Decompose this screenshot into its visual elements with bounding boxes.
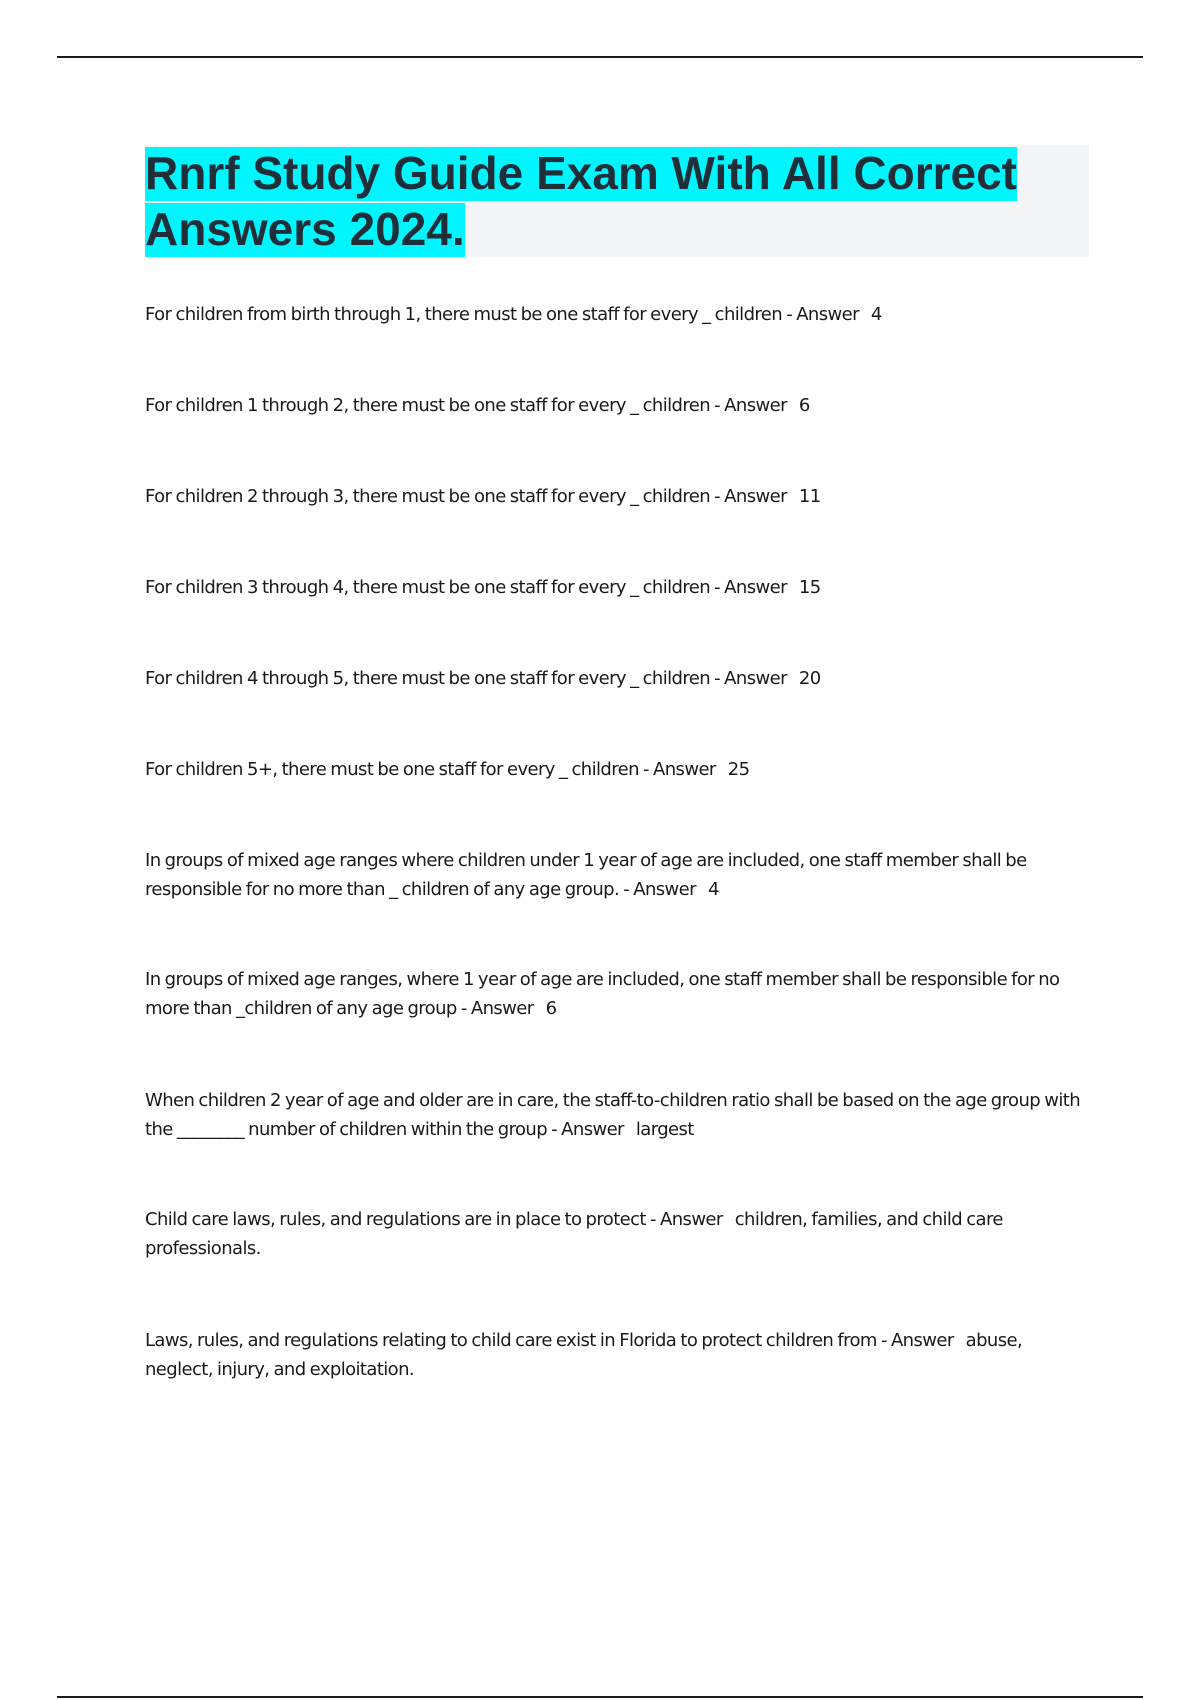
title-highlight: Rnrf Study Guide Exam With All Correct Answers 2024. bbox=[145, 147, 1017, 255]
qa-item bbox=[145, 1326, 1085, 1384]
qa-item bbox=[145, 391, 1085, 420]
question-text: Child care laws, rules, and regulations are in place to protect - Answer bbox=[145, 1209, 723, 1230]
question-text: In groups of mixed age ranges where children under 1 year of age are included, one staff member shall be responsible for no more than _ children of any age group. - Answer bbox=[145, 850, 1027, 900]
qa-item bbox=[145, 300, 1085, 329]
question-text: For children 2 through 3, there must be one staff for every _ children - Answer bbox=[145, 486, 787, 507]
qa-item bbox=[145, 1086, 1085, 1144]
question-text: Laws, rules, and regulations relating to child care exist in Florida to protect children from - Answer bbox=[145, 1330, 954, 1351]
question-text: For children 1 through 2, there must be one staff for every _ children - Answer bbox=[145, 395, 787, 416]
answer-text: 6 bbox=[798, 395, 810, 416]
title-block bbox=[145, 145, 1089, 257]
answer-text: 20 bbox=[798, 668, 821, 689]
answer-text: 6 bbox=[545, 998, 557, 1019]
qa-item bbox=[145, 755, 1085, 784]
question-text: For children from birth through 1, there must be one staff for every _ children - Answer bbox=[145, 304, 859, 325]
question-text: In groups of mixed age ranges, where 1 year of age are included, one staff member shall be responsible for no more than _children of any age group - Answer bbox=[145, 969, 1060, 1019]
qa-item bbox=[145, 965, 1085, 1023]
answer-text: largest bbox=[635, 1119, 694, 1140]
question-text: For children 3 through 4, there must be one staff for every _ children - Answer bbox=[145, 577, 787, 598]
footer-rule bbox=[57, 1696, 1143, 1698]
question-text: For children 5+, there must be one staff for every _ children - Answer bbox=[145, 759, 716, 780]
header-rule bbox=[57, 56, 1143, 58]
qa-item bbox=[145, 482, 1085, 511]
qa-item bbox=[145, 846, 1085, 904]
answer-text: 4 bbox=[707, 879, 719, 900]
page-title bbox=[145, 145, 1089, 257]
qa-item bbox=[145, 664, 1085, 693]
answer-text: children, families, and child care professionals. bbox=[145, 1209, 1003, 1259]
qa-item bbox=[145, 573, 1085, 602]
answer-text: 4 bbox=[870, 304, 882, 325]
question-text: For children 4 through 5, there must be one staff for every _ children - Answer bbox=[145, 668, 787, 689]
answer-text: 11 bbox=[798, 486, 821, 507]
answer-text: 15 bbox=[798, 577, 821, 598]
answer-text: 25 bbox=[727, 759, 750, 780]
question-text: When children 2 year of age and older are in care, the staff-to-children ratio shall be based on the age group with the ________ number of children within the group - Answer bbox=[145, 1090, 1080, 1140]
qa-item bbox=[145, 1205, 1085, 1263]
answer-text: abuse, neglect, injury, and exploitation. bbox=[145, 1330, 1023, 1380]
